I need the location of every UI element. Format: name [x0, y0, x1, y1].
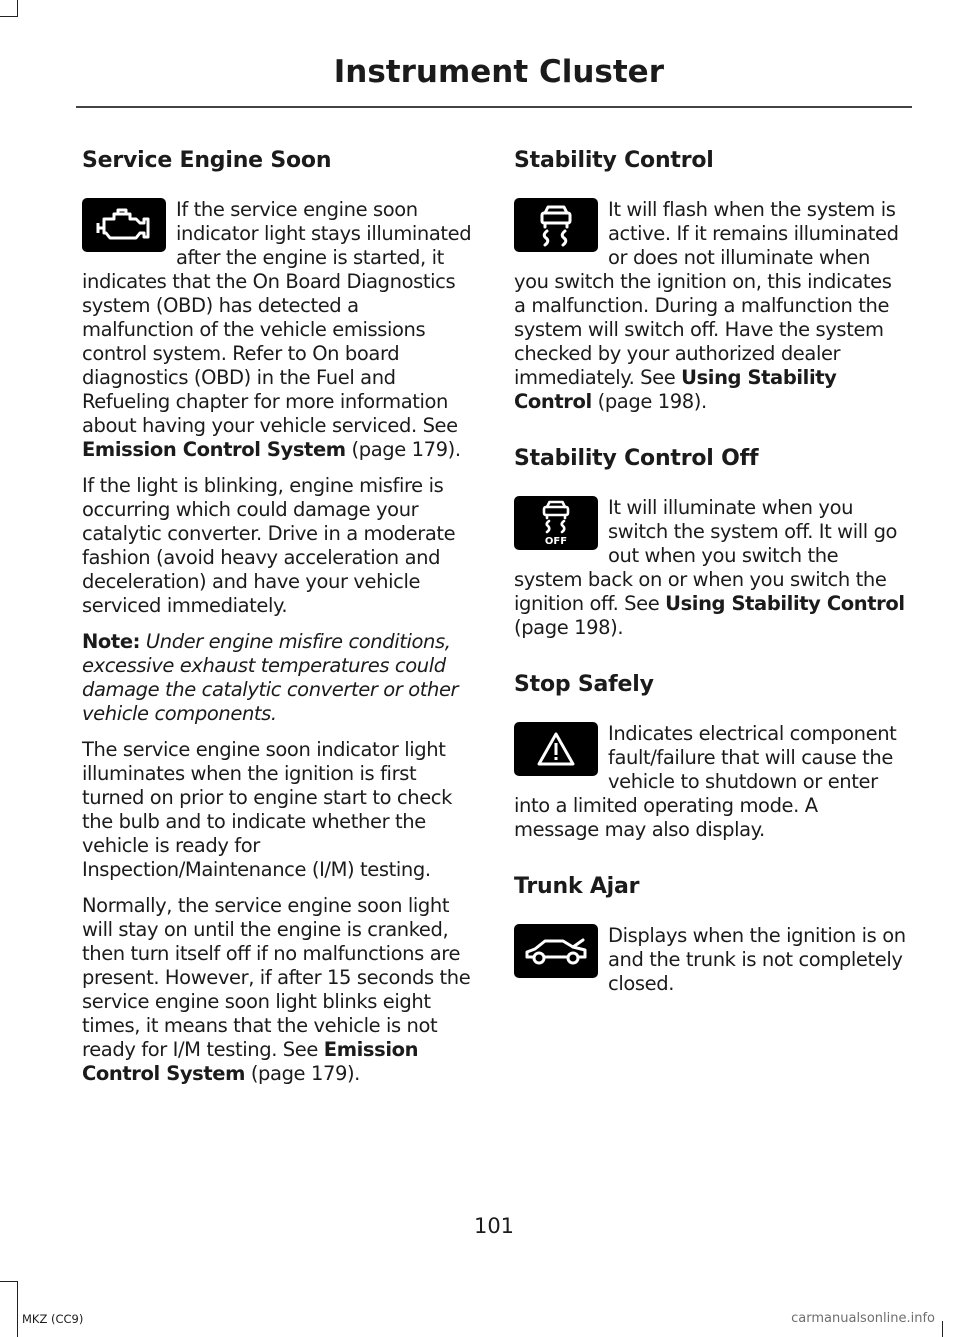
stability-control-off-entry: [514, 496, 906, 640]
section-heading-stability-control: Stability Control: [514, 148, 714, 173]
crop-mark: [942, 1321, 943, 1337]
service-engine-soon-entry: [82, 198, 474, 462]
emission-control-system-link[interactable]: Emission Control System: [82, 438, 346, 461]
stability-control-text: It will flash when the system is active. If it remains illuminated or does not illuminate when you switch the ignition on, this indicates a malfunction. During a malfunction the system will switch off. Have the system checked by your authorized dealer immediately. See: [514, 198, 899, 389]
crop-mark: [0, 1281, 18, 1282]
page-reference: (page 198).: [514, 616, 624, 639]
right-column: [514, 140, 906, 1008]
stop-safely-entry: [514, 722, 906, 842]
service-engine-paragraph-4: [82, 894, 474, 1086]
watermark: carmanualsonline.info: [791, 1311, 935, 1326]
note: [82, 630, 474, 726]
left-column: [82, 140, 474, 1098]
service-engine-paragraph-4-text: Normally, the service engine soon light will stay on until the engine is cranked, then turn itself off if no malfunctions are present. However, if after 15 seconds the service engine soon light blinks eight times, it means that the vehicle is not ready for I/M testing. See: [82, 894, 471, 1061]
page-reference: (page 179).: [245, 1062, 360, 1085]
trunk-ajar-entry: [514, 924, 906, 996]
stability-control-icon: [514, 198, 598, 252]
crop-mark: [0, 16, 18, 17]
trunk-ajar-paragraph: Displays when the ignition is on and the trunk is not completely closed.: [608, 924, 906, 995]
page-reference: (page 179).: [345, 438, 461, 461]
stability-control-entry: [514, 198, 906, 414]
using-stability-control-link[interactable]: Using Stability Control: [665, 592, 905, 615]
section-heading-stop-safely: Stop Safely: [514, 672, 654, 697]
crop-mark: [17, 1281, 18, 1337]
check-engine-icon: [82, 198, 166, 252]
page-title: Instrument Cluster: [333, 54, 664, 90]
note-label: Note:: [82, 630, 141, 653]
stability-control-off-text: It will illuminate when you switch the system off. It will go out when you switch the system back on or when you switch the ignition off. See: [514, 496, 898, 615]
model-code: MKZ (CC9): [22, 1312, 84, 1326]
service-engine-paragraph-3: The service engine soon indicator light illuminates when the ignition is first turned on prior to engine start to check the bulb and to indicate whether the vehicle is ready for Inspection/Maintenance (I/M) testing.: [82, 738, 453, 881]
service-engine-paragraph-2: If the light is blinking, engine misfire is occurring which could damage your catalytic converter. Drive in a moderate fashion (avoid heavy acceleration and deceleration) and have your vehicle serviced immediately.: [82, 474, 456, 617]
note-text: Under engine misfire conditions, excessive exhaust temperatures could damage the catalytic converter or other vehicle components.: [82, 630, 459, 725]
stop-safely-paragraph: Indicates electrical component fault/failure that will cause the vehicle to shutdown or enter into a limited operating mode. A message may also display.: [514, 722, 897, 841]
crop-mark: [17, 0, 18, 17]
page-number: 101: [473, 1214, 515, 1238]
service-engine-paragraph-1-text: If the service engine soon indicator light stays illuminated after the engine is started, it indicates that the On Board Diagnostics system (OBD) has detected a malfunction of the vehicle emissions control system. Refer to On board diagnostics (OBD) in the Fuel and Refueling chapter for more information about having your vehicle serviced. See: [82, 198, 472, 437]
page-reference: (page 198).: [591, 390, 707, 413]
off-label: OFF: [544, 536, 568, 547]
section-heading-stability-control-off: Stability Control Off: [514, 446, 759, 471]
trunk-ajar-icon: [514, 924, 598, 978]
stability-control-off-icon: [514, 496, 598, 550]
header-divider: [76, 106, 912, 108]
section-heading-service-engine-soon: Service Engine Soon: [82, 148, 332, 173]
using-stability-control-link[interactable]: Using Stability Control: [514, 366, 837, 413]
section-heading-trunk-ajar: Trunk Ajar: [514, 874, 640, 899]
emission-control-system-link[interactable]: Emission Control System: [82, 1038, 419, 1085]
warning-triangle-icon: [514, 722, 598, 776]
